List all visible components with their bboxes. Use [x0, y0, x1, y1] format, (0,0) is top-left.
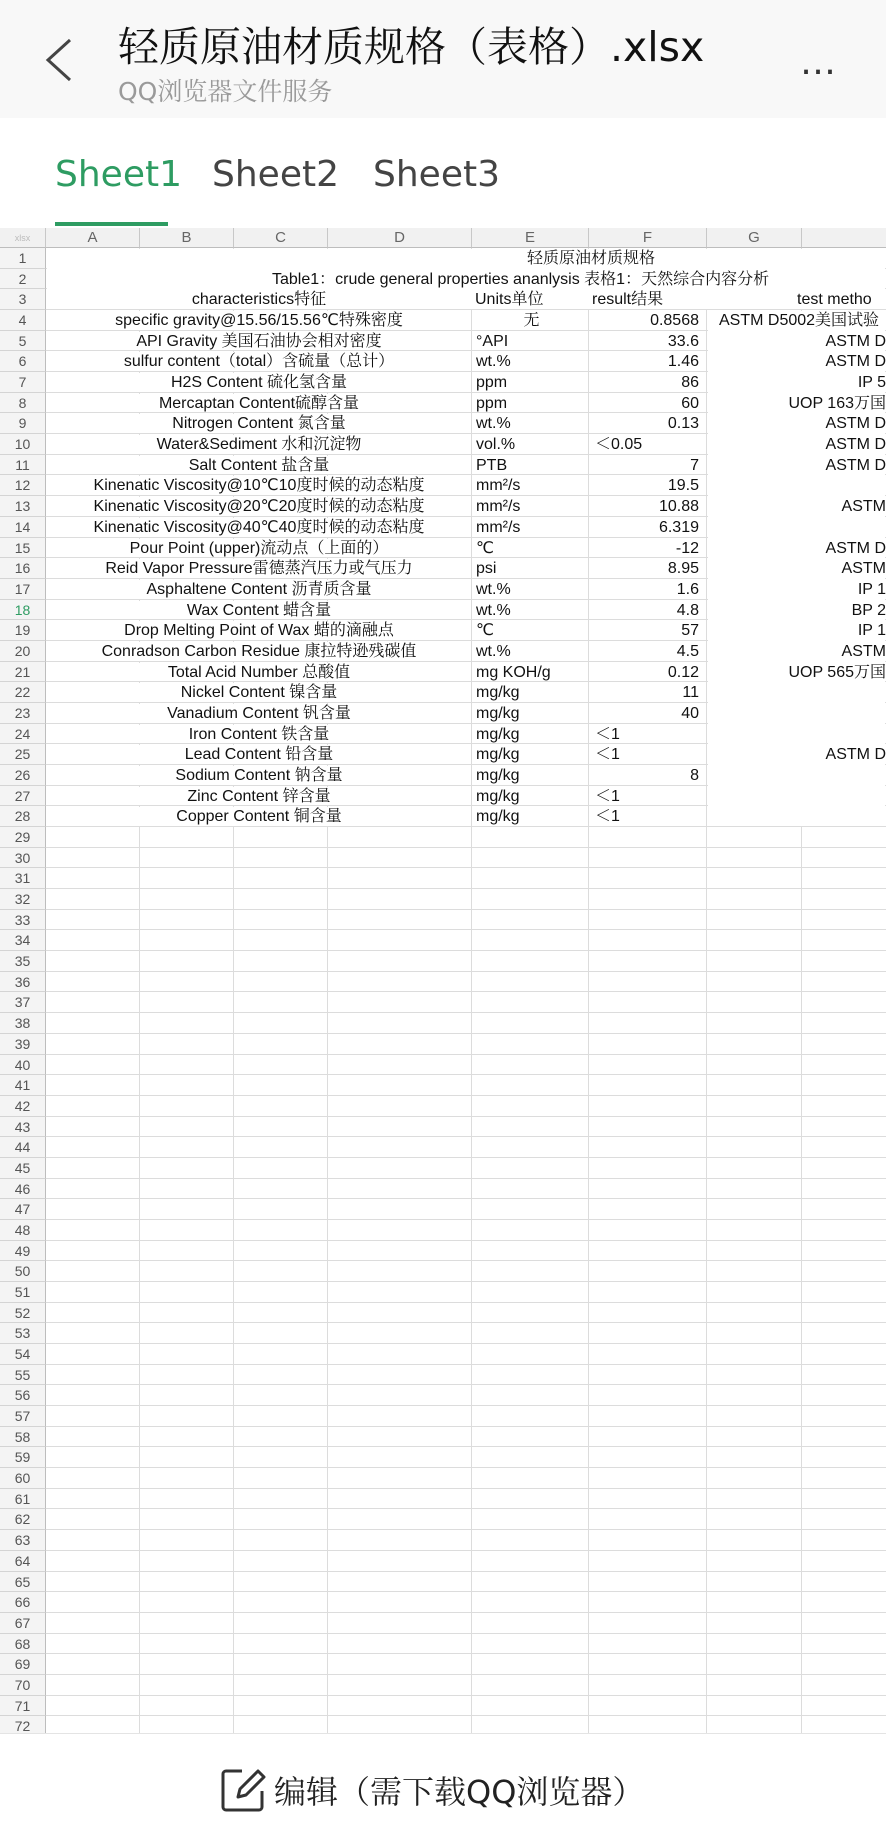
- result-cell: ＜0.05: [595, 436, 643, 454]
- method-cell: ASTM D5002美国试验: [719, 312, 880, 330]
- unit-cell: mg KOH/g: [476, 663, 551, 681]
- method-cell: ASTM D: [825, 436, 886, 454]
- row-header[interactable]: 61: [0, 1489, 46, 1510]
- characteristic-cell: Copper Content 铜含量: [176, 808, 342, 826]
- result-cell: 1.46: [667, 353, 699, 371]
- row-header[interactable]: 44: [0, 1137, 46, 1158]
- row-gridline: [46, 1281, 886, 1282]
- result-cell: -12: [675, 539, 699, 557]
- result-cell: 57: [681, 622, 699, 640]
- row-gridline: [46, 1364, 886, 1365]
- row-gridline: [46, 971, 886, 972]
- column-gridline: [588, 248, 589, 1733]
- row-gridline: [46, 1446, 886, 1447]
- row-gridline: [46, 1529, 886, 1530]
- row-header[interactable]: 16: [0, 558, 46, 579]
- characteristic-cell: H2S Content 硫化氢含量: [170, 374, 348, 392]
- result-cell: 0.8568: [650, 312, 699, 330]
- method-cell: IP 5: [857, 374, 886, 392]
- row-header[interactable]: 29: [0, 827, 46, 848]
- top-bar: [0, 0, 886, 119]
- unit-cell: ppm: [476, 394, 508, 412]
- row-header[interactable]: 64: [0, 1551, 46, 1572]
- tab-sheet1[interactable]: Sheet1: [55, 154, 182, 195]
- result-cell: ＜1: [595, 808, 620, 826]
- result-cell: 7: [690, 456, 699, 474]
- characteristic-cell: sulfur content（total）含硫量（总计）: [123, 353, 395, 371]
- result-cell: 10.88: [658, 498, 699, 516]
- row-gridline: [46, 1612, 886, 1613]
- table-caption-cell: Table1：crude general properties ananlysis 表格1：天然综合内容分析: [272, 270, 770, 288]
- row-header[interactable]: 72: [0, 1716, 46, 1733]
- unit-cell: mg/kg: [476, 725, 520, 743]
- row-header[interactable]: 5: [0, 331, 46, 352]
- result-cell: 0.13: [667, 415, 699, 433]
- characteristic-cell: Vanadium Content 钒含量: [167, 704, 351, 722]
- row-gridline: [46, 1571, 886, 1572]
- file-title: 轻质原油材质规格（表格）.xlsx: [118, 23, 705, 71]
- row-header[interactable]: 17: [0, 579, 46, 600]
- row-header[interactable]: 52: [0, 1303, 46, 1324]
- tab-sheet2[interactable]: Sheet2: [212, 154, 339, 195]
- row-gridline: [46, 1653, 886, 1654]
- result-cell: 19.5: [667, 477, 699, 495]
- row-header[interactable]: 22: [0, 682, 46, 703]
- unit-cell: PTB: [476, 456, 508, 474]
- unit-cell: mg/kg: [476, 704, 520, 722]
- result-cell: 8: [690, 767, 699, 784]
- method-cell: UOP 565万国: [788, 663, 886, 681]
- row-header[interactable]: 25: [0, 744, 46, 765]
- characteristic-cell: Wax Content 蜡含量: [186, 601, 332, 619]
- row-header[interactable]: 1: [0, 248, 46, 269]
- unit-cell: wt.%: [476, 353, 511, 371]
- row-header[interactable]: 54: [0, 1344, 46, 1365]
- row-gridline: [46, 1240, 886, 1241]
- row-gridline: [46, 1033, 886, 1034]
- characteristic-cell: Iron Content 铁含量: [188, 725, 330, 743]
- row-header[interactable]: 8: [0, 393, 46, 414]
- result-cell: 60: [681, 394, 699, 412]
- row-gridline: [46, 847, 886, 848]
- characteristic-cell: specific gravity@15.56/15.56℃特殊密度: [115, 312, 403, 330]
- unit-cell: mg/kg: [476, 787, 520, 805]
- characteristic-cell: Nickel Content 镍含量: [180, 684, 338, 702]
- header-characteristic: characteristics特征: [191, 291, 327, 309]
- more-options-icon[interactable]: …: [800, 42, 838, 83]
- row-gridline: [46, 1384, 886, 1385]
- row-gridline: [46, 1405, 886, 1406]
- row-header[interactable]: 57: [0, 1406, 46, 1427]
- chevron-left-icon: [40, 36, 80, 84]
- row-header[interactable]: 11: [0, 455, 46, 476]
- row-gridline: [46, 1054, 886, 1055]
- unit-cell: vol.%: [476, 436, 516, 454]
- row-header[interactable]: 46: [0, 1179, 46, 1200]
- row-gridline: [46, 888, 886, 889]
- column-header[interactable]: E: [472, 228, 589, 248]
- characteristic-cell: Lead Content 铅含量: [184, 746, 334, 764]
- row-header[interactable]: 20: [0, 641, 46, 662]
- row-gridline: [46, 1343, 886, 1344]
- row-header[interactable]: 60: [0, 1468, 46, 1489]
- column-header[interactable]: D: [328, 228, 472, 248]
- sheet-tabs: [0, 118, 886, 226]
- row-header[interactable]: 59: [0, 1447, 46, 1468]
- row-gridline: [46, 1116, 886, 1117]
- row-header[interactable]: 71: [0, 1696, 46, 1717]
- column-header-overflow: [802, 228, 886, 248]
- row-header[interactable]: 12: [0, 475, 46, 496]
- spreadsheet-grid[interactable]: [0, 228, 886, 1733]
- method-cell: ASTM D: [825, 456, 886, 474]
- row-gridline: [46, 1674, 886, 1675]
- row-header[interactable]: 15: [0, 538, 46, 559]
- edit-icon: [218, 1765, 268, 1815]
- unit-cell: mg/kg: [476, 808, 520, 826]
- row-header[interactable]: 33: [0, 910, 46, 931]
- characteristic-cell: Zinc Content 锌含量: [187, 787, 331, 805]
- row-gridline: [46, 1136, 886, 1137]
- row-header[interactable]: 14: [0, 517, 46, 538]
- row-gridline: [46, 1012, 886, 1013]
- row-header[interactable]: 68: [0, 1634, 46, 1655]
- row-header[interactable]: 9: [0, 413, 46, 434]
- column-header[interactable]: B: [140, 228, 234, 248]
- back-button[interactable]: [40, 36, 80, 84]
- row-header[interactable]: 47: [0, 1199, 46, 1220]
- method-cell: ASTM: [841, 642, 886, 660]
- row-gridline: [46, 1715, 886, 1716]
- method-cell: ASTM: [841, 498, 886, 516]
- row-header[interactable]: 7: [0, 372, 46, 393]
- characteristic-cell: Asphaltene Content 沥青质含量: [146, 580, 372, 598]
- unit-cell: mg/kg: [476, 767, 520, 784]
- characteristic-cell: Mercaptan Content硫醇含量: [158, 394, 360, 412]
- method-cell: ASTM: [841, 560, 886, 578]
- row-gridline: [46, 1426, 886, 1427]
- header-method: test metho: [797, 291, 872, 309]
- result-cell: 4.8: [676, 601, 699, 619]
- active-tab-indicator: [55, 222, 168, 226]
- row-header[interactable]: 2: [0, 269, 46, 290]
- unit-cell: mm²/s: [476, 477, 521, 495]
- row-header[interactable]: 55: [0, 1365, 46, 1386]
- row-header[interactable]: 39: [0, 1034, 46, 1055]
- unit-cell: ℃: [476, 539, 494, 557]
- characteristic-cell: Kinenatic Viscosity@40℃40度时候的动态粘度: [93, 518, 425, 536]
- column-gridline: [706, 248, 707, 1733]
- row-header[interactable]: 67: [0, 1613, 46, 1634]
- method-cell: UOP 163万国: [788, 394, 886, 412]
- row-header[interactable]: 35: [0, 951, 46, 972]
- result-cell: 40: [681, 704, 699, 722]
- row-header[interactable]: 65: [0, 1572, 46, 1593]
- characteristic-cell: Salt Content 盐含量: [188, 456, 330, 474]
- result-cell: 33.6: [667, 332, 699, 350]
- row-header[interactable]: 41: [0, 1075, 46, 1096]
- method-cell: ASTM D: [825, 746, 886, 764]
- row-header[interactable]: 42: [0, 1096, 46, 1117]
- row-gridline: [46, 1508, 886, 1509]
- row-header[interactable]: 56: [0, 1385, 46, 1406]
- characteristic-cell: Kinenatic Viscosity@20℃20度时候的动态粘度: [93, 498, 425, 516]
- row-gridline: [46, 1198, 886, 1199]
- characteristic-cell: Total Acid Number 总酸值: [167, 663, 351, 681]
- row-header[interactable]: 10: [0, 434, 46, 455]
- unit-cell: psi: [476, 560, 497, 578]
- row-header[interactable]: 58: [0, 1427, 46, 1448]
- row-gridline: [46, 1178, 886, 1179]
- row-gridline: [46, 1488, 886, 1489]
- row-gridline: [46, 909, 886, 910]
- characteristic-cell: Kinenatic Viscosity@10℃10度时候的动态粘度: [93, 477, 425, 495]
- method-cell: ASTM D: [825, 415, 886, 433]
- row-header[interactable]: 32: [0, 889, 46, 910]
- row-gridline: [46, 1633, 886, 1634]
- row-header[interactable]: 31: [0, 868, 46, 889]
- method-cell: IP 1: [857, 580, 886, 598]
- result-cell: 4.5: [676, 642, 699, 660]
- unit-cell: mm²/s: [476, 498, 521, 516]
- tab-sheet3[interactable]: Sheet3: [373, 154, 500, 195]
- row-header[interactable]: 18: [0, 600, 46, 621]
- row-gridline: [46, 929, 886, 930]
- row-gridline: [46, 991, 886, 992]
- row-gridline: [46, 1095, 886, 1096]
- method-cell: ASTM D: [825, 539, 886, 557]
- unit-cell: mg/kg: [476, 746, 520, 764]
- unit-cell: mm²/s: [476, 518, 521, 536]
- row-gridline: [46, 1219, 886, 1220]
- row-header[interactable]: 70: [0, 1675, 46, 1696]
- result-cell: ＜1: [595, 746, 620, 764]
- select-all-corner[interactable]: xlsx: [0, 228, 46, 248]
- edit-label: 编辑（需下载QQ浏览器）: [274, 1773, 645, 1811]
- row-gridline: [46, 950, 886, 951]
- column-header[interactable]: C: [234, 228, 328, 248]
- edit-button[interactable]: [218, 1764, 644, 1816]
- characteristic-cell: Water&Sediment 水和沉淀物: [156, 436, 362, 454]
- row-gridline: [46, 1467, 886, 1468]
- row-header[interactable]: 23: [0, 703, 46, 724]
- result-cell: ＜1: [595, 787, 620, 805]
- row-header[interactable]: 36: [0, 972, 46, 993]
- unit-cell: 无: [523, 312, 540, 330]
- row-header[interactable]: 49: [0, 1241, 46, 1262]
- bottom-bar: [0, 1733, 886, 1845]
- row-gridline: [46, 1322, 886, 1323]
- header-result: result结果: [592, 291, 664, 309]
- characteristic-cell: Conradson Carbon Residue 康拉特逊残碳值: [101, 642, 417, 660]
- unit-cell: wt.%: [476, 642, 511, 660]
- row-header[interactable]: 27: [0, 786, 46, 807]
- unit-cell: mg/kg: [476, 684, 520, 702]
- row-gridline: [46, 1695, 886, 1696]
- row-header[interactable]: 34: [0, 930, 46, 951]
- row-header[interactable]: 40: [0, 1055, 46, 1076]
- characteristic-cell: Sodium Content 钠含量: [175, 767, 343, 784]
- row-header[interactable]: 30: [0, 848, 46, 869]
- header-unit: Units单位: [475, 291, 544, 309]
- characteristic-cell: API Gravity 美国石油协会相对密度: [136, 332, 382, 350]
- result-cell: 86: [681, 374, 699, 392]
- row-header[interactable]: 38: [0, 1013, 46, 1034]
- row-header[interactable]: 19: [0, 620, 46, 641]
- unit-cell: wt.%: [476, 601, 511, 619]
- row-header[interactable]: 37: [0, 992, 46, 1013]
- characteristic-cell: Reid Vapor Pressure雷德蒸汽压力或气压力: [105, 560, 413, 578]
- row-gridline: [46, 1591, 886, 1592]
- row-header[interactable]: 4: [0, 310, 46, 331]
- row-header[interactable]: 13: [0, 496, 46, 517]
- row-gridline: [46, 1302, 886, 1303]
- method-cell: IP 1: [857, 622, 886, 640]
- result-cell: 11: [682, 684, 699, 702]
- row-header[interactable]: 26: [0, 765, 46, 786]
- unit-cell: ppm: [476, 374, 508, 392]
- sheet-title-cell: 轻质原油材质规格: [527, 250, 656, 267]
- unit-cell: wt.%: [476, 415, 511, 433]
- file-service-subtitle: QQ浏览器文件服务: [118, 77, 333, 106]
- unit-cell: wt.%: [476, 580, 511, 598]
- column-header[interactable]: F: [589, 228, 707, 248]
- result-cell: 6.319: [658, 518, 699, 536]
- row-header[interactable]: 24: [0, 724, 46, 745]
- row-header[interactable]: 21: [0, 662, 46, 683]
- characteristic-cell: Drop Melting Point of Wax 蜡的滴融点: [124, 622, 394, 640]
- characteristic-cell: Pour Point (upper)流动点（上面的）: [129, 539, 389, 557]
- method-cell: ASTM D: [825, 332, 886, 350]
- column-header[interactable]: A: [46, 228, 140, 248]
- row-header[interactable]: 6: [0, 351, 46, 372]
- column-header[interactable]: G: [707, 228, 802, 248]
- unit-cell: °API: [476, 332, 509, 350]
- row-header[interactable]: 63: [0, 1530, 46, 1551]
- row-gridline: [46, 1074, 886, 1075]
- row-header[interactable]: 48: [0, 1220, 46, 1241]
- row-header[interactable]: 66: [0, 1592, 46, 1613]
- row-header[interactable]: 53: [0, 1323, 46, 1344]
- unit-cell: ℃: [476, 622, 494, 640]
- row-header[interactable]: 51: [0, 1282, 46, 1303]
- row-header[interactable]: 43: [0, 1117, 46, 1138]
- method-cell: ASTM D: [825, 353, 886, 371]
- characteristic-cell: Nitrogen Content 氮含量: [172, 415, 346, 433]
- row-header[interactable]: 62: [0, 1509, 46, 1530]
- result-cell: 8.95: [667, 560, 699, 578]
- result-cell: 0.12: [667, 663, 699, 681]
- row-header[interactable]: 69: [0, 1654, 46, 1675]
- result-cell: 1.6: [676, 580, 699, 598]
- method-cell: BP 2: [851, 601, 886, 619]
- row-header[interactable]: 3: [0, 289, 46, 310]
- row-gridline: [46, 1157, 886, 1158]
- row-gridline: [46, 1550, 886, 1551]
- row-header[interactable]: 50: [0, 1261, 46, 1282]
- row-header[interactable]: 45: [0, 1158, 46, 1179]
- row-gridline: [46, 867, 886, 868]
- result-cell: ＜1: [595, 725, 620, 743]
- row-header[interactable]: 28: [0, 806, 46, 827]
- row-gridline: [46, 1260, 886, 1261]
